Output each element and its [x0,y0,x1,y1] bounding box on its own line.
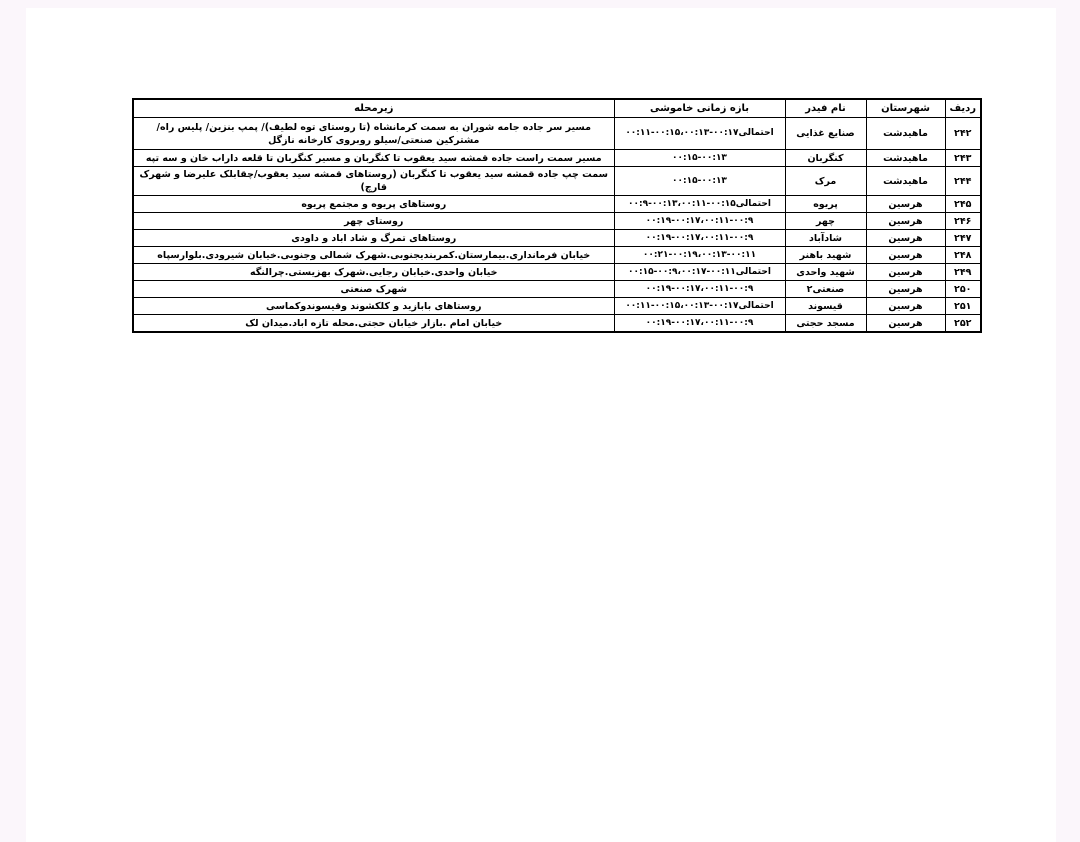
cell-outage-time: ۰۰:۲۱-۰۰:۱۹،۰۰:۱۳-۰۰:۱۱ [614,247,785,264]
cell-outage-time: احتمالی۰۰:۱۷-۰۰:۱۵،۰۰:۱۳-۰۰:۱۱ [614,298,785,315]
table-row [133,230,981,247]
cell-row-number: ۲۴۴ [945,167,981,196]
outage-table [132,98,982,333]
cell-row-number: ۲۴۵ [945,196,981,213]
cell-sub-area: مسیر سر جاده جامه شوران به سمت کرمانشاه (تا روستای توه لطیف)/ پمپ بنزین/ پلیس راه/مشترکین صنعتی/سیلو روبروی کارخانه نازگل [133,118,614,150]
table-row [133,167,981,196]
outage-table-container [132,98,980,333]
cell-city: هرسین [866,315,945,333]
cell-outage-time: احتمالی۰۰:۱۷-۰۰:۱۵،۰۰:۱۳-۰۰:۱۱ [614,118,785,150]
table-row [133,264,981,281]
table-row [133,247,981,264]
cell-row-number: ۲۴۷ [945,230,981,247]
cell-row-number: ۲۴۶ [945,213,981,230]
cell-row-number: ۲۵۰ [945,281,981,298]
cell-city: هرسین [866,230,945,247]
cell-sub-area: روستاهای تمرگ و شاد اباد و داودی [133,230,614,247]
cell-city: هرسین [866,298,945,315]
cell-row-number: ۲۴۳ [945,150,981,167]
cell-feeder-name: کنگربان [785,150,866,167]
table-row [133,315,981,333]
cell-feeder-name: شادآباد [785,230,866,247]
cell-feeder-name: پریوه [785,196,866,213]
cell-sub-area: شهرک صنعتی [133,281,614,298]
cell-sub-area: مسیر سمت راست جاده قمشه سید یعقوب تا کنگربان و مسیر کنگربان تا قلعه داراب خان و سه تپه [133,150,614,167]
cell-city: هرسین [866,247,945,264]
cell-outage-time: احتمالی۰۰:۱۵-۰۰:۱۳،۰۰:۱۱-۰۰:۹ [614,196,785,213]
cell-outage-time: احتمالی۰۰:۱۱-۰۰:۹،۰۰:۱۷-۰۰:۱۵ [614,264,785,281]
header-feeder-name: نام فیدر [785,99,866,118]
cell-sub-area: خیابان فرمانداری.بیمارستان.کمربندیجنوبی.شهرک شمالی وجنوبی.خیابان شیرودی.بلوارسپاه [133,247,614,264]
table-row [133,196,981,213]
cell-outage-time: ۰۰:۱۹-۰۰:۱۷،۰۰:۱۱-۰۰:۹ [614,230,785,247]
cell-city: هرسین [866,281,945,298]
cell-outage-time: ۰۰:۱۹-۰۰:۱۷،۰۰:۱۱-۰۰:۹ [614,315,785,333]
table-row [133,150,981,167]
cell-outage-time: ۰۰:۱۹-۰۰:۱۷،۰۰:۱۱-۰۰:۹ [614,213,785,230]
cell-city: هرسین [866,264,945,281]
cell-city: ماهیدشت [866,118,945,150]
header-sub-area: زیرمحله [133,99,614,118]
table-row [133,213,981,230]
cell-feeder-name: شهید باهنر [785,247,866,264]
table-row [133,118,981,150]
cell-sub-area: خیابان واحدی.خیابان رجایی.شهرک بهزیستی.چرالنگه [133,264,614,281]
cell-city: هرسین [866,213,945,230]
cell-feeder-name: صنایع غذایی [785,118,866,150]
cell-row-number: ۲۵۱ [945,298,981,315]
cell-row-number: ۲۵۲ [945,315,981,333]
cell-city: ماهیدشت [866,167,945,196]
cell-outage-time: ۰۰:۱۵-۰۰:۱۳ [614,150,785,167]
cell-sub-area: روستاهای بابازید و کلکشوند وقیسوندوکماسی [133,298,614,315]
cell-row-number: ۲۴۹ [945,264,981,281]
header-row-number: ردیف [945,99,981,118]
cell-sub-area: روستاهای پریوه و مجتمع پریوه [133,196,614,213]
header-outage-time: بازه زمانی خاموشی [614,99,785,118]
header-city: شهرستان [866,99,945,118]
cell-sub-area: روستای چهر [133,213,614,230]
cell-outage-time: ۰۰:۱۵-۰۰:۱۳ [614,167,785,196]
table-row [133,281,981,298]
cell-feeder-name: مسجد حجتی [785,315,866,333]
table-header-row [133,99,981,118]
cell-sub-area: خیابان امام .بازار خیابان حجتی.محله تازه اباد.میدان لک [133,315,614,333]
cell-feeder-name: صنعتی۲ [785,281,866,298]
cell-sub-area: سمت چپ جاده قمشه سید یعقوب تا کنگربان (روستاهای قمشه سید یعقوب/چقابلک علیرضا و شهرک قارچ) [133,167,614,196]
cell-outage-time: ۰۰:۱۹-۰۰:۱۷،۰۰:۱۱-۰۰:۹ [614,281,785,298]
cell-feeder-name: قیسوند [785,298,866,315]
table-row [133,298,981,315]
cell-row-number: ۲۴۸ [945,247,981,264]
cell-feeder-name: مرک [785,167,866,196]
cell-feeder-name: شهید واحدی [785,264,866,281]
cell-city: هرسین [866,196,945,213]
cell-feeder-name: چهر [785,213,866,230]
cell-row-number: ۲۴۲ [945,118,981,150]
cell-city: ماهیدشت [866,150,945,167]
